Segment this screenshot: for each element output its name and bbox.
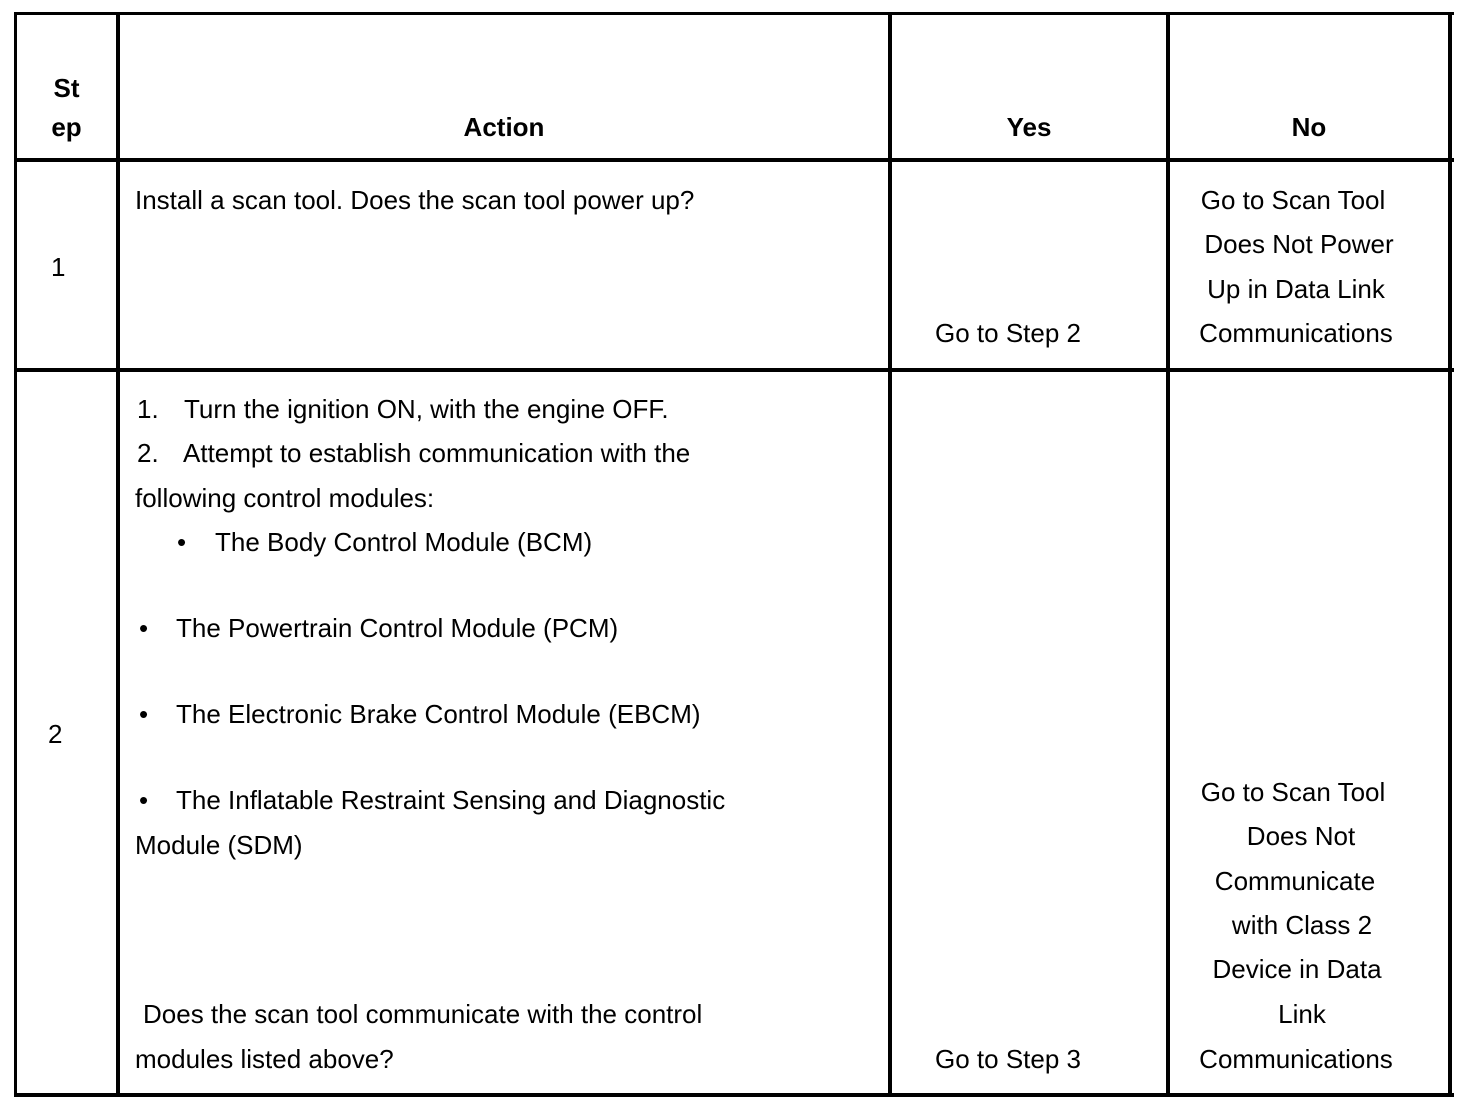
column-divider-action [888,12,892,1097]
row1-no-line4: Communications [1199,318,1393,348]
numbered-item-2-num: 2. [137,438,159,468]
row2-step: 2 [48,719,63,749]
bullet-2-marker: • [139,613,149,643]
row2-no-line7: Communications [1199,1044,1393,1074]
row-divider [14,368,1454,372]
header-step-line1: St [53,73,80,103]
row2-no-line4: with Class 2 [1231,910,1373,940]
bullet-3-marker: • [139,699,149,729]
row2-no-line1: Go to Scan Tool [1200,777,1386,807]
numbered-item-2-continuation: following control modules: [135,483,435,513]
row2-no-line6: Link [1278,999,1326,1029]
table-border-top [14,12,1454,15]
table-border-right [1448,12,1452,1097]
row1-action: Install a scan tool. Does the scan tool power up? [135,185,695,215]
row2-question-line2: modules listed above? [135,1044,394,1074]
header-yes: Yes [1006,112,1052,142]
row2-question-line1: Does the scan tool communicate with the control [143,999,703,1029]
numbered-item-1-text: Turn the ignition ON, with the engine OFF. [184,394,669,424]
row2-yes: Go to Step 3 [935,1044,1081,1074]
bullet-1-marker: • [177,527,187,557]
table-border-left [14,12,17,1097]
bullet-4-text: The Inflatable Restraint Sensing and Diagnostic [176,785,726,815]
header-no: No [1291,112,1327,142]
bullet-4-marker: • [139,785,149,815]
header-step-line2: ep [51,112,82,142]
row1-yes: Go to Step 2 [935,318,1081,348]
numbered-item-1-num: 1. [137,394,159,424]
row2-no-line2: Does Not [1246,821,1356,851]
header-divider [14,158,1454,162]
column-divider-step [116,12,120,1097]
row1-no-line1: Go to Scan Tool [1200,185,1386,215]
row1-no-line3: Up in Data Link [1207,274,1385,304]
row2-no-line5: Device in Data [1212,954,1382,984]
row1-no-line2: Does Not Power [1204,229,1394,259]
row2-no-line3: Communicate [1214,866,1376,896]
bullet-1-text: The Body Control Module (BCM) [215,527,593,557]
table-border-bottom [14,1093,1454,1097]
bullet-3-text: The Electronic Brake Control Module (EBCM) [176,699,701,729]
header-action: Action [463,112,545,142]
numbered-item-2-text: Attempt to establish communication with the [183,438,691,468]
bullet-4-continuation: Module (SDM) [135,830,303,860]
row1-step: 1 [51,252,66,282]
bullet-2-text: The Powertrain Control Module (PCM) [176,613,619,643]
